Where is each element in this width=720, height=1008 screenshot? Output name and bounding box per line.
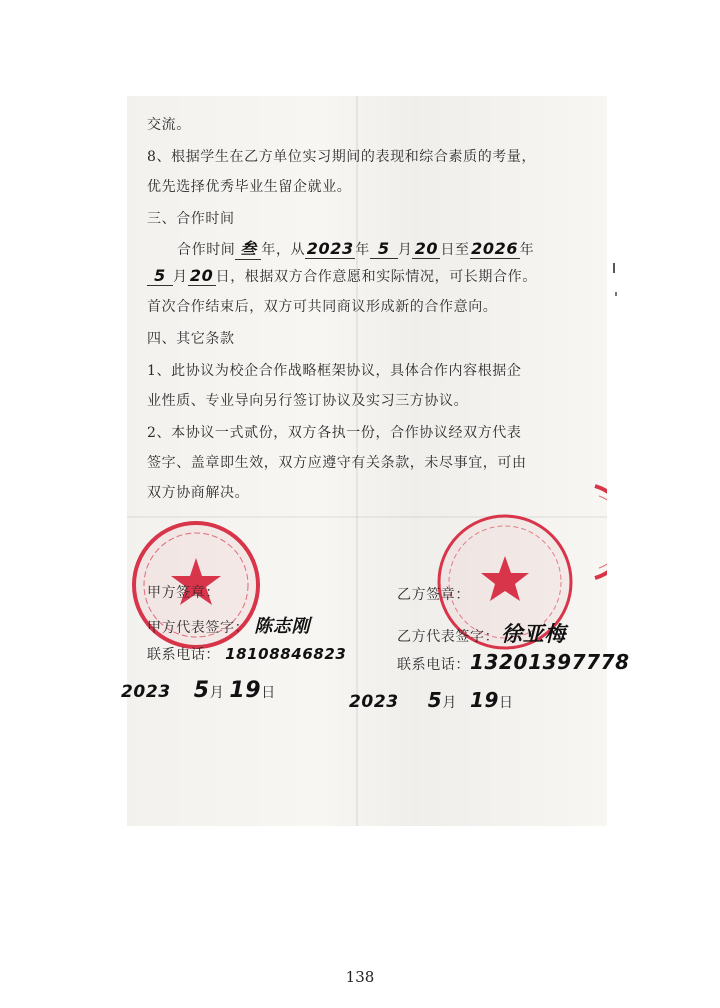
party-a-rep-label: 甲方代表签字：	[147, 620, 250, 636]
start-year: 2023	[306, 239, 354, 258]
page-number: 138	[345, 968, 375, 986]
party-b-phone-value: 13201397778	[470, 650, 630, 674]
start-month-char: 月	[397, 242, 413, 258]
party-a-seal-label: 甲方签章：	[147, 585, 220, 601]
party-b-date-year: 2023	[349, 692, 399, 712]
party-a-rep-signature: 陈志刚	[254, 616, 311, 637]
party-b-day-char: 日	[499, 695, 514, 711]
party-a-phone-label: 联系电话：	[147, 647, 220, 663]
party-b-phone-row	[397, 650, 630, 674]
end-year-char: 年	[519, 242, 535, 258]
term-day-to: 日至	[440, 242, 470, 258]
term-line-3: 首次合作结束后，双方可共同商议形成新的合作意向。	[147, 299, 498, 315]
partial-seal-edge	[593, 482, 607, 582]
party-a-phone-row	[147, 644, 346, 664]
end-month-char: 月	[173, 269, 188, 285]
start-month: 5	[377, 239, 390, 258]
clause-1-cont: 业性质、专业导向另行签订协议及实习三方协议。	[147, 393, 469, 409]
term-tail: 日，根据双方合作意愿和实际情况，可长期合作。	[215, 269, 537, 285]
clause-8-cont: 优先选择优秀毕业生留企就业。	[147, 179, 352, 195]
party-b-rep-row	[397, 618, 566, 648]
party-a-date-day: 19	[229, 678, 262, 703]
clause-2-cont: 签字、盖章即生效，双方应遵守有关条款，未尽事宜，可由	[147, 455, 527, 471]
end-month-field	[147, 266, 173, 286]
term-lead: 合作时间	[177, 242, 236, 258]
text-line-1: 交流。	[147, 117, 191, 133]
party-b-month-char: 月	[442, 695, 457, 711]
start-year-field	[305, 239, 355, 259]
margin-mark	[613, 263, 615, 273]
party-b-date	[349, 688, 514, 712]
party-a-month-char: 月	[209, 685, 225, 701]
term-line-1	[177, 236, 534, 260]
clause-1: 1、此协议为校企合作战略框架协议，具体合作内容根据企	[147, 363, 522, 379]
party-b-phone-label: 联系电话：	[397, 657, 470, 673]
party-b-rep-label: 乙方代表签字：	[397, 629, 500, 645]
term-years-field	[235, 236, 261, 260]
end-year: 2026	[471, 239, 519, 258]
scanned-document	[121, 96, 630, 826]
end-month: 5	[154, 266, 166, 285]
end-year-field	[470, 239, 520, 259]
party-a-rep-row	[147, 612, 310, 638]
party-b-date-day: 19	[469, 688, 500, 712]
clause-8: 8、根据学生在乙方单位实习期间的表现和综合素质的考量，	[147, 149, 537, 165]
party-a-date	[121, 678, 276, 703]
section-3-heading: 三、合作时间	[147, 211, 235, 227]
party-a-phone-value: 18108846823	[225, 645, 347, 663]
party-b-date-month: 5	[427, 688, 443, 712]
term-years: 叁	[240, 239, 257, 258]
margin-mark-dot	[615, 292, 617, 296]
start-day-field	[412, 239, 440, 259]
start-month-field	[370, 239, 398, 259]
party-a-day-char: 日	[261, 685, 276, 701]
party-a-date-year: 2023	[121, 682, 171, 702]
party-a-date-month: 5	[193, 678, 210, 703]
end-day: 20	[189, 266, 214, 285]
end-day-field	[188, 266, 216, 286]
section-4-heading: 四、其它条款	[147, 331, 235, 347]
term-line-2	[147, 266, 537, 286]
party-b-seal-label: 乙方签章：	[397, 587, 470, 603]
start-day: 20	[414, 239, 439, 258]
start-year-char: 年	[355, 242, 370, 258]
clause-2: 2、本协议一式贰份，双方各执一份，合作协议经双方代表	[147, 425, 522, 441]
party-b-rep-signature: 徐亚梅	[501, 622, 567, 646]
clause-2-end: 双方协商解决。	[147, 485, 250, 501]
term-year-char: 年，从	[261, 242, 306, 258]
